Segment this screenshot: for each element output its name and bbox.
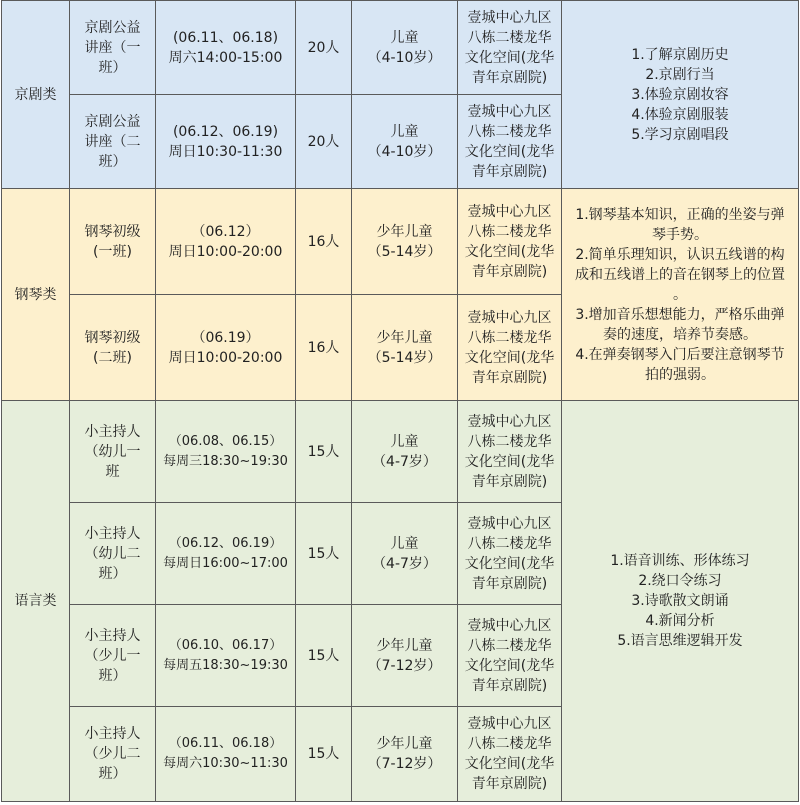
course-name-cell: 小主持人 （少儿二 班） xyxy=(70,707,156,802)
age-cell: 少年儿童 （5-14岁） xyxy=(352,295,458,401)
course-name-cell: 京剧公益 讲座（二 班） xyxy=(70,95,156,189)
capacity-cell: 15人 xyxy=(296,503,352,605)
age-cell: 儿童 （4-7岁） xyxy=(352,401,458,503)
course-name-cell: 小主持人 （少儿一 班） xyxy=(70,605,156,707)
time-cell: (06.12、06.19) 周日10:30-11:30 xyxy=(156,95,296,189)
age-cell: 儿童 （4-10岁） xyxy=(352,95,458,189)
time-cell: （06.12） 周日10:00-20:00 xyxy=(156,189,296,295)
capacity-cell: 16人 xyxy=(296,189,352,295)
time-cell: （06.10、06.17） 每周五18:30~19:30 xyxy=(156,605,296,707)
age-cell: 儿童 （4-10岁） xyxy=(352,1,458,95)
location-cell: 壹城中心九区 八栋二楼龙华 文化空间(龙华 青年京剧院) xyxy=(458,189,562,295)
time-cell: （06.08、06.15） 每周三18:30~19:30 xyxy=(156,401,296,503)
location-cell: 壹城中心九区 八栋二楼龙华 文化空间(龙华 青年京剧院) xyxy=(458,707,562,802)
capacity-cell: 20人 xyxy=(296,95,352,189)
age-cell: 少年儿童 （5-14岁） xyxy=(352,189,458,295)
time-cell: (06.11、06.18) 周六14:00-15:00 xyxy=(156,1,296,95)
capacity-cell: 15人 xyxy=(296,605,352,707)
table-row xyxy=(2,1,799,95)
course-name-cell: 钢琴初级 (一班) xyxy=(70,189,156,295)
age-cell: 儿童 （4-7岁） xyxy=(352,503,458,605)
content-cell: 1.钢琴基本知识，正确的坐姿与弹 琴手势。 2.简单乐理知识，认识五线谱的构 成和五线谱上的音在钢琴上的位置 。 3.增加音乐想想能力，严格乐曲弹 奏的速度，培养节奏感。 4.在弹奏钢琴入门后要注意钢琴节 拍的强弱。 xyxy=(562,189,799,401)
table-row xyxy=(2,401,799,503)
location-cell: 壹城中心九区 八栋二楼龙华 文化空间(龙华 青年京剧院) xyxy=(458,605,562,707)
course-schedule-table xyxy=(1,0,799,802)
location-cell: 壹城中心九区 八栋二楼龙华 文化空间(龙华 青年京剧院) xyxy=(458,95,562,189)
capacity-cell: 15人 xyxy=(296,707,352,802)
location-cell: 壹城中心九区 八栋二楼龙华 文化空间(龙华 青年京剧院) xyxy=(458,1,562,95)
location-cell: 壹城中心九区 八栋二楼龙华 文化空间(龙华 青年京剧院) xyxy=(458,401,562,503)
location-cell: 壹城中心九区 八栋二楼龙华 文化空间(龙华 青年京剧院) xyxy=(458,295,562,401)
course-name-cell: 钢琴初级 (二班) xyxy=(70,295,156,401)
course-name-cell: 京剧公益 讲座（一 班） xyxy=(70,1,156,95)
age-cell: 少年儿童 （7-12岁） xyxy=(352,707,458,802)
category-cell: 钢琴类 xyxy=(2,189,70,401)
content-cell: 1.语音训练、形体练习 2.绕口令练习 3.诗歌散文朗诵 4.新闻分析 5.语言思维逻辑开发 xyxy=(562,401,799,802)
time-cell: （06.19） 周日10:00-20:00 xyxy=(156,295,296,401)
course-name-cell: 小主持人 （幼儿二 班） xyxy=(70,503,156,605)
capacity-cell: 16人 xyxy=(296,295,352,401)
content-cell: 1.了解京剧历史 2.京剧行当 3.体验京剧妆容 4.体验京剧服装 5.学习京剧唱段 xyxy=(562,1,799,189)
capacity-cell: 15人 xyxy=(296,401,352,503)
table-row xyxy=(2,189,799,295)
category-cell: 语言类 xyxy=(2,401,70,802)
time-cell: （06.12、06.19） 每周日16:00~17:00 xyxy=(156,503,296,605)
time-cell: （06.11、06.18） 每周六10:30~11:30 xyxy=(156,707,296,802)
course-name-cell: 小主持人 （幼儿一 班 xyxy=(70,401,156,503)
location-cell: 壹城中心九区 八栋二楼龙华 文化空间(龙华 青年京剧院) xyxy=(458,503,562,605)
age-cell: 少年儿童 （7-12岁） xyxy=(352,605,458,707)
category-cell: 京剧类 xyxy=(2,1,70,189)
capacity-cell: 20人 xyxy=(296,1,352,95)
